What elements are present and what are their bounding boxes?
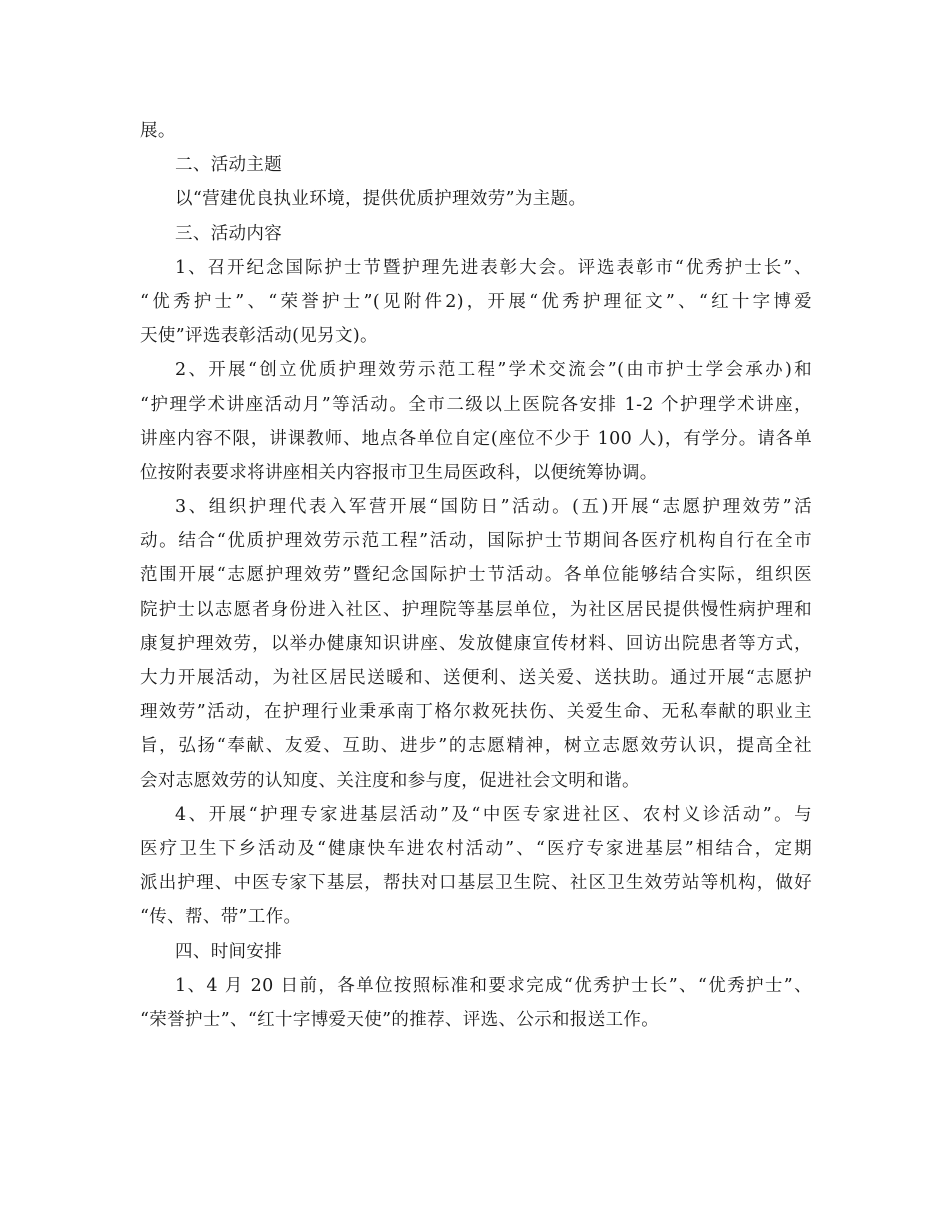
text-line: 会对志愿效劳的认知度、关注度和参与度，促进社会文明和谐。 bbox=[140, 770, 640, 791]
text-line: 康复护理效劳，以举办健康知识讲座、发放健康宣传材料、回访出院患者等方式， bbox=[140, 633, 812, 654]
text-line: 院护士以志愿者身份进入社区、护理院等基层单位，为社区居民提供慢性病护理和 bbox=[140, 599, 812, 620]
text-line: 2、开展“创立优质护理效劳示范工程”学术交流会”(由市护士学会承办)和 bbox=[175, 360, 812, 381]
text-line: “优秀护士”、“荣誉护士”(见附件2)，开展“优秀护理征文”、“红十字博爱 bbox=[140, 291, 812, 312]
text-line: 动。结合“优质护理效劳示范工程”活动，国际护士节期间各医疗机构自行在全市 bbox=[140, 531, 812, 552]
text-line: 3、组织护理代表入军营开展“国防日”活动。(五)开展“志愿护理效劳”活 bbox=[175, 497, 812, 518]
text-line: 展。 bbox=[140, 121, 176, 141]
text-line: 4、开展“护理专家进基层活动”及“中医专家进社区、农村义诊活动”。与 bbox=[175, 804, 812, 825]
document-page bbox=[140, 114, 812, 1037]
text-line: “荣誉护士”、“红十字博爱天使”的推荐、评选、公示和报送工作。 bbox=[140, 1009, 660, 1030]
text-line: 讲座内容不限，讲课教师、地点各单位自定(座位不少于 100 人)，有学分。请各单 bbox=[140, 428, 812, 449]
text-line: “传、帮、带”工作。 bbox=[140, 907, 302, 928]
text-line: 大力开展活动，为社区居民送暖和、送便利、送关爱、送扶助。通过开展“志愿护 bbox=[140, 668, 812, 688]
text-line: “护理学术讲座活动月”等活动。全市二级以上医院各安排 1-2 个护理学术讲座， bbox=[140, 394, 812, 415]
text-line: 天使”评选表彰活动(见另文)。 bbox=[140, 326, 378, 347]
text-line: 1、召开纪念国际护士节暨护理先进表彰大会。评选表彰市“优秀护士长”、 bbox=[175, 257, 812, 278]
text-line: 位按附表要求将讲座相关内容报市卫生局医政科，以便统筹协调。 bbox=[140, 462, 658, 483]
text-line: 二、活动主题 bbox=[175, 155, 283, 176]
text-line: 派出护理、中医专家下基层，帮扶对口基层卫生院、社区卫生效劳站等机构，做好 bbox=[140, 873, 812, 894]
text-line: 三、活动内容 bbox=[175, 223, 283, 244]
text-line: 旨，弘扬“奉献、友爱、互助、进步”的志愿精神，树立志愿效劳认识，提高全社 bbox=[140, 736, 812, 757]
text-line: 范围开展“志愿护理效劳”暨纪念国际护士节活动。各单位能够结合实际，组织医 bbox=[140, 565, 812, 586]
text-line: 以“营建优良执业环境，提供优质护理效劳”为主题。 bbox=[175, 189, 587, 210]
text-line: 医疗卫生下乡活动及“健康快车进农村活动”、“医疗专家进基层”相结合，定期 bbox=[140, 838, 812, 859]
text-line: 1、4 月 20 日前，各单位按照标准和要求完成“优秀护士长”、“优秀护士”、 bbox=[175, 975, 812, 996]
text-line: 理效劳”活动，在护理行业秉承南丁格尔救死扶伤、关爱生命、无私奉献的职业主 bbox=[140, 702, 812, 723]
text-line: 四、时间安排 bbox=[175, 941, 283, 962]
